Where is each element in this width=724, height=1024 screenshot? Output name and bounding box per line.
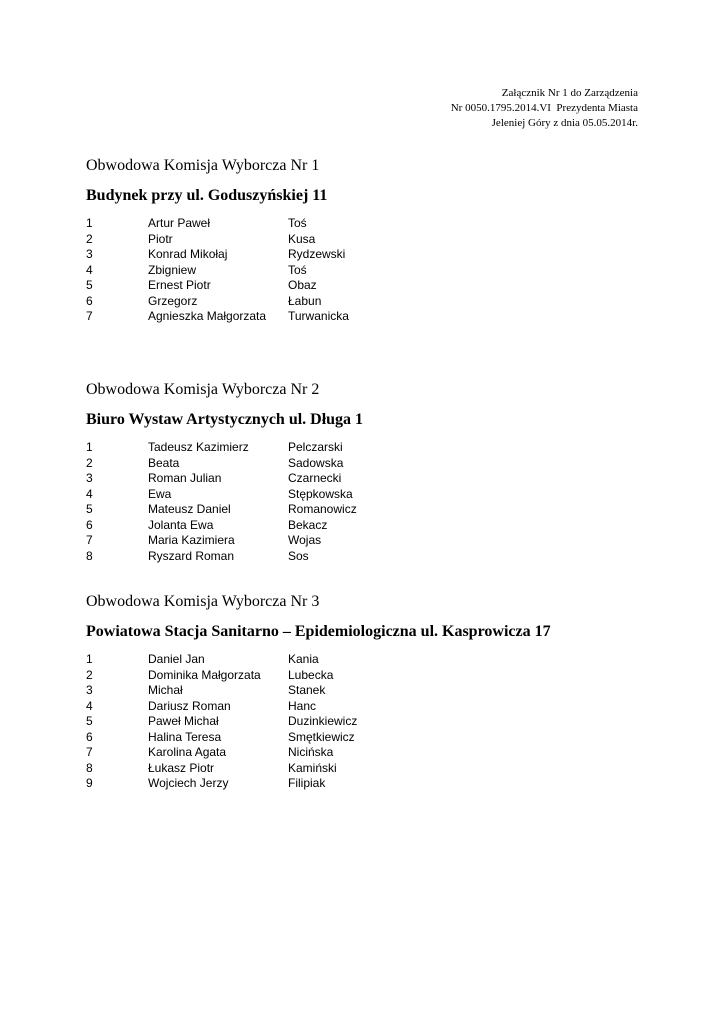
member-number: 9	[86, 776, 93, 790]
member-surname: Hanc	[288, 698, 317, 713]
member-surname: Sadowska	[288, 455, 344, 470]
member-surname: Stanek	[288, 683, 326, 697]
member-number: 3	[86, 683, 93, 697]
member-row	[86, 502, 646, 518]
member-first-names: Łukasz Piotr	[148, 760, 215, 775]
member-row	[86, 518, 646, 534]
member-row	[86, 699, 646, 715]
member-number: 6	[86, 729, 93, 744]
member-first-names: Ernest Piotr	[148, 278, 211, 292]
commission-location: Biuro Wystaw Artystycznych ul. Długa 1	[86, 411, 364, 428]
member-row	[86, 216, 646, 232]
member-first-names: Mateusz Daniel	[148, 502, 231, 516]
member-row	[86, 730, 646, 746]
member-surname: Stępkowska	[288, 486, 353, 501]
member-first-names: Karolina Agata	[148, 745, 227, 759]
member-row	[86, 294, 646, 310]
commission-title: Obwodowa Komisja Wyborcza Nr 3	[86, 593, 320, 610]
attachment-note-line-1: Załącznik Nr 1 do Zarządzenia	[501, 87, 638, 99]
member-row	[86, 440, 646, 456]
member-surname: Czarnecki	[288, 471, 342, 485]
member-number: 5	[86, 714, 93, 728]
member-first-names: Beata	[148, 455, 180, 470]
member-surname: Obaz	[288, 278, 317, 292]
member-number: 7	[86, 533, 93, 547]
commission-title: Obwodowa Komisja Wyborcza Nr 1	[86, 157, 320, 174]
member-row	[86, 232, 646, 248]
member-first-names: Ewa	[148, 486, 172, 501]
member-surname: Kusa	[288, 231, 316, 246]
member-row	[86, 309, 646, 325]
commission-location: Budynek przy ul. Goduszyńskiej 11	[86, 187, 328, 204]
member-number: 1	[86, 440, 93, 454]
member-row	[86, 652, 646, 668]
member-number: 4	[86, 262, 93, 277]
member-row	[86, 683, 646, 699]
members-list	[86, 440, 646, 564]
commission-title: Obwodowa Komisja Wyborcza Nr 2	[86, 381, 320, 398]
member-surname: Kamiński	[288, 760, 337, 775]
member-surname: Toś	[288, 262, 307, 277]
member-row	[86, 487, 646, 503]
member-number: 2	[86, 667, 93, 682]
member-surname: Lubecka	[288, 667, 334, 682]
member-number: 4	[86, 698, 93, 713]
member-number: 6	[86, 293, 93, 308]
member-surname: Rydzewski	[288, 247, 346, 261]
member-number: 6	[86, 517, 93, 532]
member-first-names: Dominika Małgorzata	[148, 667, 261, 682]
member-surname: Bekacz	[288, 517, 328, 532]
member-surname: Duzinkiewicz	[288, 714, 358, 728]
member-first-names: Paweł Michał	[148, 714, 219, 728]
member-number: 7	[86, 745, 93, 759]
member-row	[86, 471, 646, 487]
member-first-names: Halina Teresa	[148, 729, 222, 744]
member-surname: Turwanicka	[288, 309, 349, 323]
commission-location: Powiatowa Stacja Sanitarno – Epidemiologiczna ul. Kasprowicza 17	[86, 623, 551, 640]
member-number: 3	[86, 247, 93, 261]
member-row	[86, 776, 646, 792]
member-number: 5	[86, 502, 93, 516]
member-row	[86, 456, 646, 472]
member-surname: Wojas	[288, 533, 322, 547]
member-row	[86, 263, 646, 279]
member-surname: Smętkiewicz	[288, 729, 355, 744]
member-number: 2	[86, 231, 93, 246]
member-number: 1	[86, 216, 93, 230]
member-row	[86, 745, 646, 761]
member-first-names: Jolanta Ewa	[148, 517, 214, 532]
member-row	[86, 247, 646, 263]
member-surname: Nicińska	[288, 745, 334, 759]
commission-section	[86, 380, 646, 564]
member-first-names: Piotr	[148, 231, 173, 246]
member-first-names: Tadeusz Kazimierz	[148, 440, 249, 454]
member-first-names: Wojciech Jerzy	[148, 776, 229, 790]
member-number: 5	[86, 278, 93, 292]
member-first-names: Maria Kazimiera	[148, 533, 235, 547]
member-surname: Łabun	[288, 293, 322, 308]
member-first-names: Artur Paweł	[148, 216, 211, 230]
member-first-names: Grzegorz	[148, 293, 198, 308]
member-number: 4	[86, 486, 93, 501]
member-first-names: Zbigniew	[148, 262, 197, 277]
member-surname: Romanowicz	[288, 502, 357, 516]
member-first-names: Michał	[148, 683, 183, 697]
members-list	[86, 216, 646, 325]
member-row	[86, 714, 646, 730]
attachment-note-line-2: Nr 0050.1795.2014.VI Prezydenta Miasta	[450, 102, 638, 114]
member-first-names: Ryszard Roman	[148, 548, 235, 563]
member-number: 8	[86, 548, 93, 563]
member-number: 1	[86, 652, 93, 666]
member-row	[86, 278, 646, 294]
member-number: 8	[86, 760, 93, 775]
member-surname: Toś	[288, 216, 307, 230]
member-first-names: Agnieszka Małgorzata	[148, 309, 267, 323]
attachment-note	[451, 86, 638, 131]
member-row	[86, 533, 646, 549]
members-list	[86, 652, 646, 792]
member-first-names: Dariusz Roman	[148, 698, 231, 713]
member-row	[86, 549, 646, 565]
member-first-names: Roman Julian	[148, 471, 222, 485]
commission-section	[86, 156, 646, 325]
member-row	[86, 761, 646, 777]
attachment-note-line-3: Jeleniej Góry z dnia 05.05.2014r.	[491, 117, 638, 129]
member-number: 7	[86, 309, 93, 323]
member-number: 3	[86, 471, 93, 485]
commission-section	[86, 592, 646, 792]
member-number: 2	[86, 455, 93, 470]
member-surname: Filipiak	[288, 776, 326, 790]
member-surname: Kania	[288, 652, 319, 666]
member-first-names: Daniel Jan	[148, 652, 205, 666]
member-surname: Pelczarski	[288, 440, 343, 454]
member-first-names: Konrad Mikołaj	[148, 247, 228, 261]
member-surname: Sos	[288, 548, 309, 563]
member-row	[86, 668, 646, 684]
